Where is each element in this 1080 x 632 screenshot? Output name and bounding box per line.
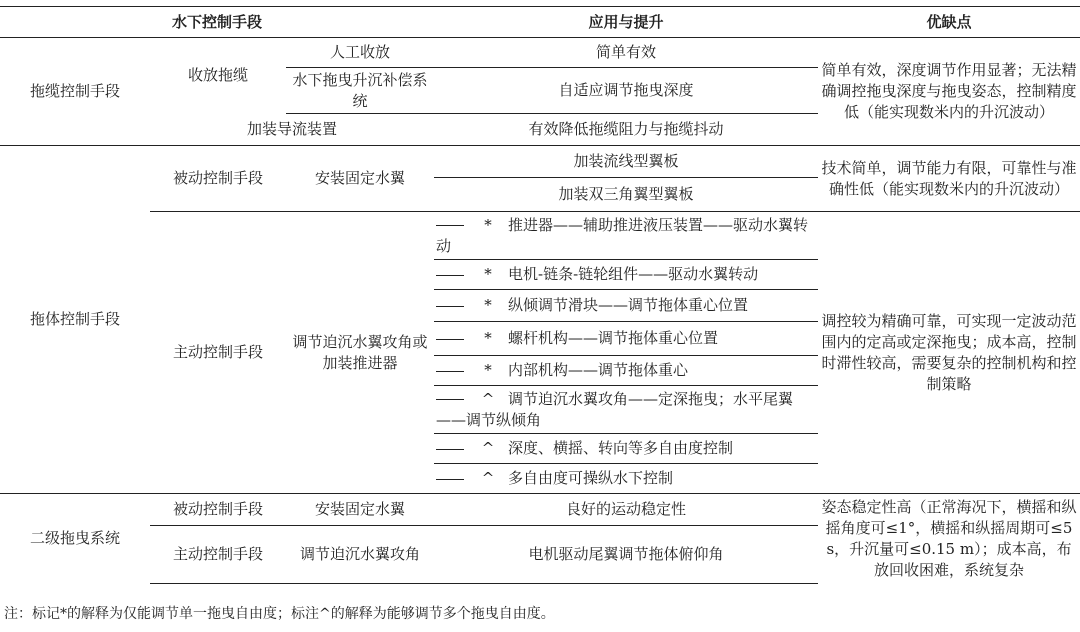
mark-caret: ^ [481,439,495,457]
body-active-method: 调节迫沉水翼攻角或加装推进器 [286,212,434,494]
active-item-text: 螺杆机构——调节拖体重心位置 [508,329,719,347]
mark-star: * [484,329,492,347]
secondary-passive-method: 安装固定水翼 [286,494,434,526]
cable-sub1-a-app: 简单有效 [434,38,818,68]
cable-adv: 简单有效，深度调节作用显著；无法精确调控拖曳深度与拖曳姿态，控制精度低（能实现数米内的升沉波动） [818,38,1080,146]
cable-sub2: 加装导流装置 [150,114,434,146]
cable-sub1-a: 人工收放 [286,38,434,68]
mark-caret: ^ [481,389,495,408]
body-passive-adv: 技术简单，调节能力有限，可靠性与准确性低（能实现数米内的升沉波动） [818,146,1080,212]
table-header-row [0,7,1080,38]
active-item-text: 纵倾调节滑块——调节拖体重心位置 [508,296,749,314]
body-passive-method: 安装固定水翼 [286,146,434,212]
header-application: 应用与提升 [434,7,818,38]
active-item-text: 调节迫沉水翼攻角——定深拖曳；水平尾翼——调节纵倾角 [436,389,794,429]
active-item-1 [434,260,818,290]
body-active-adv: 调控较为精确可靠，可实现一定波动范围内的定高或定深拖曳；成本高，控制时滞性较高，需要复杂的控制机构和控制策略 [818,212,1080,494]
body-passive-app1: 加装流线型翼板 [434,146,818,178]
body-passive: 被动控制手段 [150,146,286,212]
active-item-text: 多自由度可操纵水下控制 [508,469,674,487]
secondary-active: 主动控制手段 [150,526,286,584]
active-item-2 [434,290,818,322]
active-item-text: 推进器——辅助推进液压装置——驱动水翼转动 [436,215,809,255]
cable-sub1: 收放拖缆 [187,66,248,85]
active-item-5 [434,386,818,434]
mark-star: * [484,265,492,283]
header-control-means: 水下控制手段 [0,7,434,38]
section-title-body: 拖体控制手段 [0,146,150,494]
active-item-0 [434,212,818,260]
secondary-adv: 姿态稳定性高（正常海况下，横摇和纵摇角度可≤1°，横摇和纵摇周期可≤5 s，升沉量可≤0.15 m）；成本高，布放回收困难，系统复杂 [821,497,1077,579]
active-item-6 [434,434,818,464]
secondary-active-method: 调节迫沉水翼攻角 [286,526,434,584]
table-row [0,38,1080,68]
table-row [0,494,1080,526]
cable-sub1-b: 水下拖曳升沉补偿系统 [286,68,434,114]
mark-star: * [484,361,492,379]
active-item-text: 内部机构——调节拖体重心 [508,361,689,379]
body-passive-app2: 加装双三角翼型翼板 [434,178,818,212]
active-item-4 [434,356,818,386]
cable-sub2-app: 有效降低拖缆阻力与拖缆抖动 [434,114,818,146]
mark-star: * [484,215,492,234]
secondary-passive: 被动控制手段 [150,494,286,526]
active-item-text: 深度、横摇、转向等多自由度控制 [508,439,734,457]
table-row [0,146,1080,178]
secondary-passive-app: 良好的运动稳定性 [434,494,818,526]
secondary-active-app: 电机驱动尾翼调节拖体俯仰角 [434,526,818,584]
mark-caret: ^ [481,469,495,487]
comparison-table [0,6,1080,584]
mark-star: * [484,296,492,314]
active-item-3 [434,322,818,356]
active-item-7 [434,464,818,494]
body-active: 主动控制手段 [150,212,286,494]
active-item-text: 电机-链条-链轮组件——驱动水翼转动 [508,265,759,283]
section-title-cable: 拖缆控制手段 [0,38,150,146]
table-row [0,212,1080,260]
cable-sub1-b-app: 自适应调节拖曳深度 [434,68,818,114]
table-note: 注：标记*的解释为仅能调节单一拖曳自由度；标注^的解释为能够调节多个拖曳自由度。 [4,606,555,622]
header-pros-cons: 优缺点 [818,7,1080,38]
section-title-secondary: 二级拖曳系统 [29,529,120,548]
